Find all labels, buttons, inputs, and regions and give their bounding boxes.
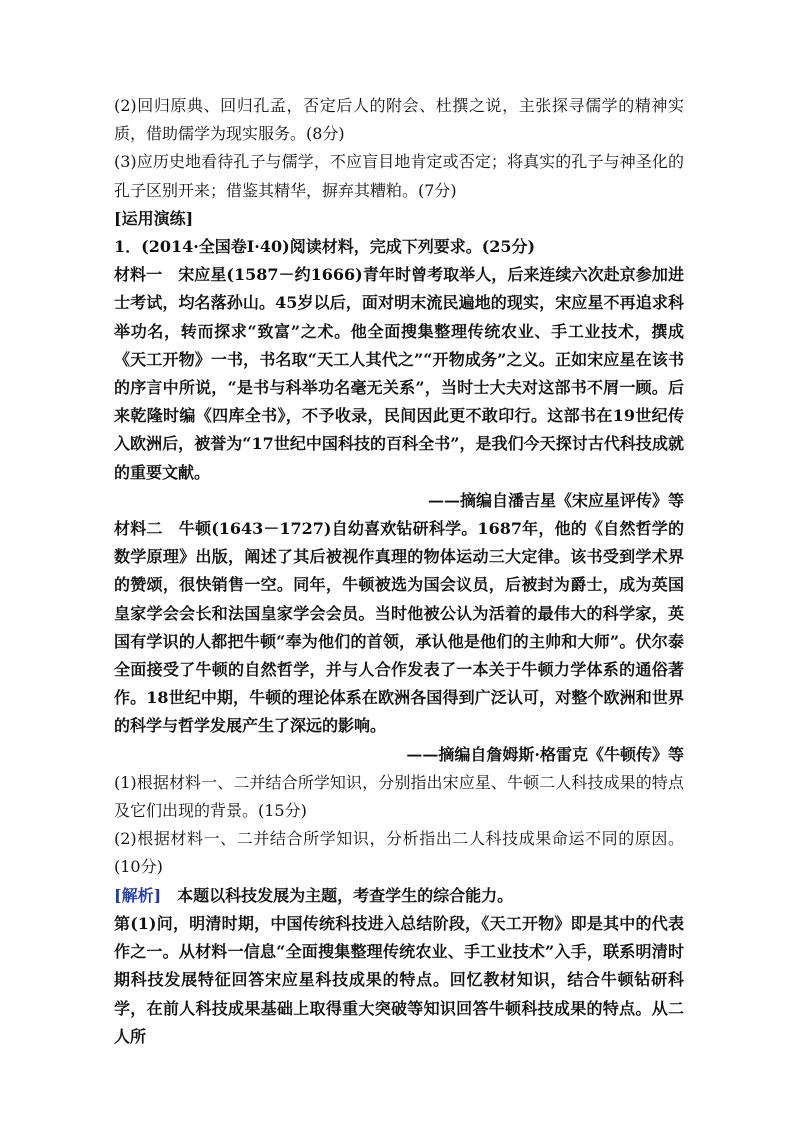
material-1-source: ——摘编自潘吉星《宋应星评传》等 <box>427 490 684 510</box>
analysis-body: 第(1)问，明清时期，中国传统科技进入总结阶段，《天工开物》即是其中的代表作之一。从材料一信息“全面搜集整理传统农业、手工业技术”入手，联系明清时期科技发展特征回答宋应星科技成果的特点。回忆教材知识，结合牛顿钻研科学，在前人科技成果基础上取得重大突破等知识回答牛顿科技成果的特点。从二人所 <box>114 913 684 1046</box>
question-intro: 1．(2014·全国卷Ⅰ·40)阅读材料，完成下列要求。(25分) <box>114 237 536 257</box>
analysis-intro: 本题以科技发展为主题，考查学生的综合能力。 <box>161 885 514 905</box>
material-1-text: 材料一 宋应星(1587－约1666)青年时曾考取举人，后来连续六次赴京参加进士考试，均名落孙山。45岁以后，面对明末流民遍地的现实，宋应星不再追求科举功名，转而探求“致富”之术。他全面搜集整理传统农业、手工业技术，撰成《天工开物》一书，书名取“天工人其代之”“开物成务”之义。正如宋应星在该书的序言中所说，“是书与科举功名毫无关系”，当时士大夫对这部书不屑一顾。后来乾隆时编《四库全书》，不予收录，民间因此更不敢印行。这部书在19世纪传入欧洲后，被誉为“17世纪中国科技的百科全书”，是我们今天探讨古代科技成就的重要文献。 <box>114 265 684 482</box>
analysis-intro-line <box>114 882 684 910</box>
document-page <box>114 92 684 1051</box>
answer-3: (3)应历史地看待孔子与儒学，不应盲目地肯定或否定；将真实的孔子与神圣化的孔子区别开来；借鉴其精华，摒弃其糟粕。(7分) <box>114 152 684 200</box>
material-2-source: ——摘编自詹姆斯·格雷克《牛顿传》等 <box>406 744 684 764</box>
question-1: (1)根据材料一、二并结合所学知识，分别指出宋应星、牛顿二人科技成果的特点及它们出现的背景。(15分) <box>114 772 684 821</box>
answer-2: (2)回归原典、回归孔孟，否定后人的附会、杜撰之说，主张探寻儒学的精神实质，借助儒学为现实服务。(8分) <box>114 96 684 144</box>
analysis-tag: [解析] <box>114 885 162 905</box>
question-2: (2)根据材料一、二并结合所学知识，分析指出二人科技成果命运不同的原因。(10分) <box>114 829 684 877</box>
practice-heading: [运用演练] <box>114 208 194 228</box>
material-2-text: 材料二 牛顿(1643－1727)自幼喜欢钻研科学。1687年，他的《自然哲学的数学原理》出版，阐述了其后被视作真理的物体运动三大定律。该书受到学术界的赞颂，很快销售一空。同年，牛顿被选为国会议员，后被封为爵士，成为英国皇家学会会长和法国皇家学会会员。当时他被公认为活着的最伟大的科学家，英国有学识的人都把牛顿“奉为他们的首领，承认他是他们的主帅和大师”。伏尔泰全面接受了牛顿的自然哲学，并与人合作发表了一本关于牛顿力学体系的通俗著作。18世纪中期，牛顿的理论体系在欧洲各国得到广泛认可，对整个欧洲和世界的科学与哲学发展产生了深远的影响。 <box>114 519 684 736</box>
